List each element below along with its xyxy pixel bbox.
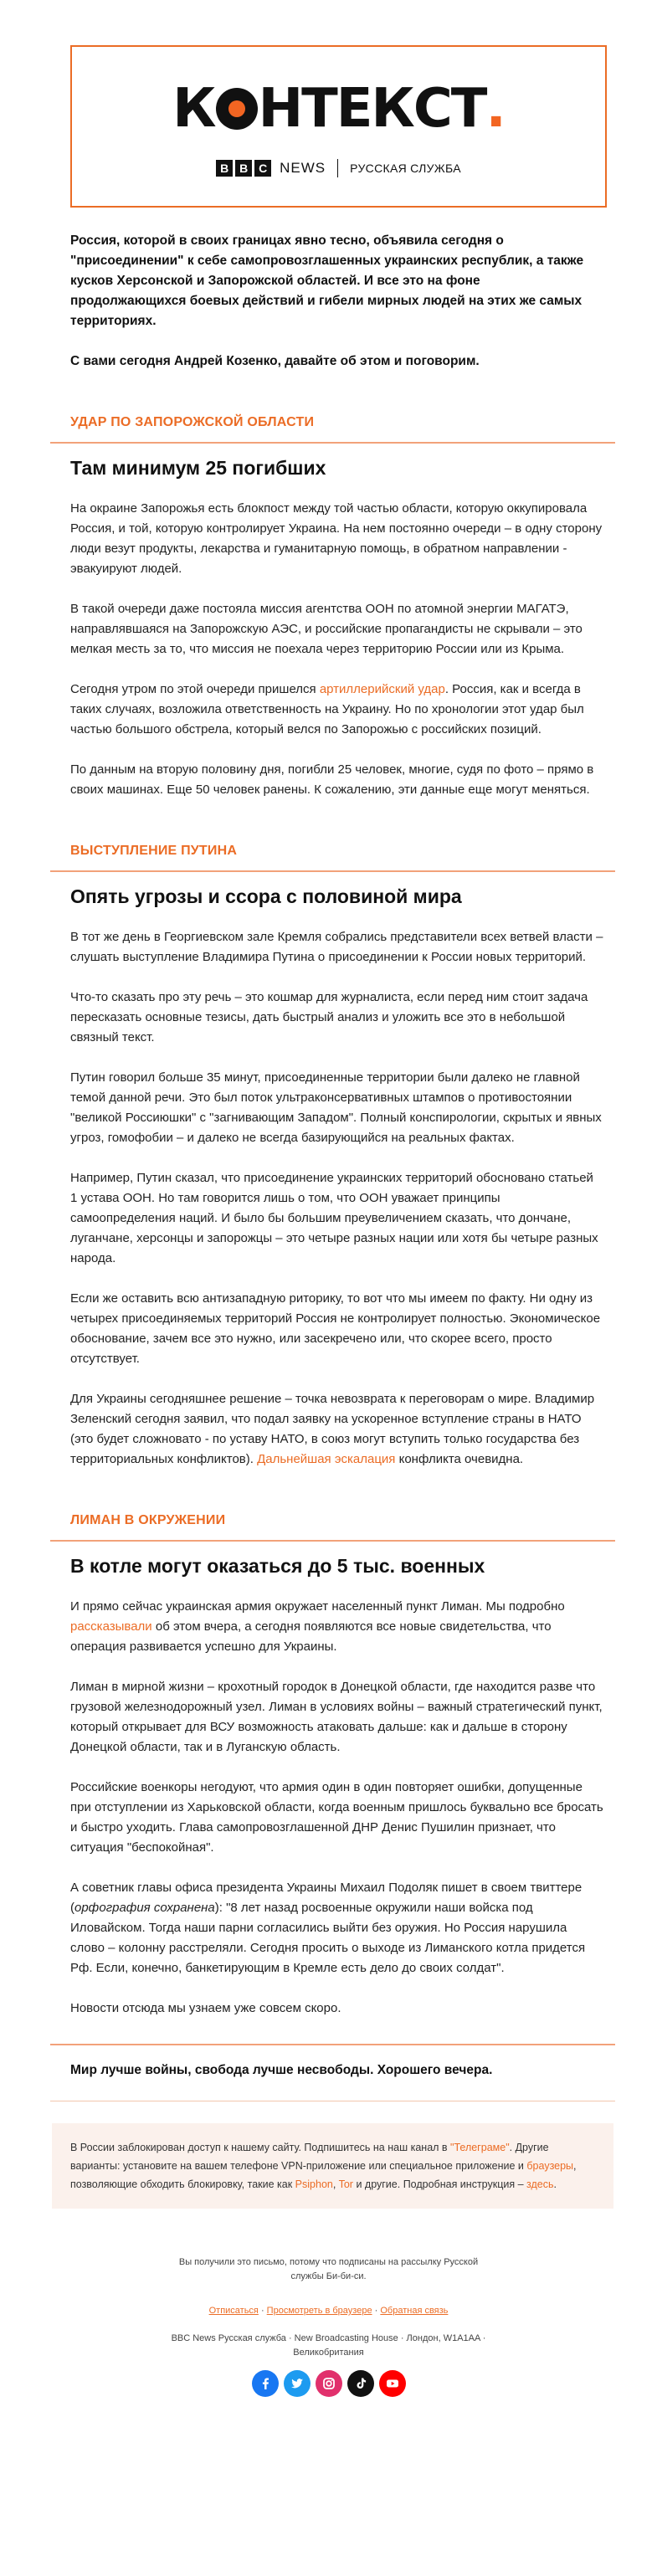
section-divider bbox=[50, 870, 615, 872]
psiphon-link[interactable]: Psiphon bbox=[295, 2178, 333, 2190]
section-title: Опять угрозы и ссора с половиной мира bbox=[70, 885, 462, 907]
unsubscribe-link[interactable]: Отписаться bbox=[208, 2306, 259, 2316]
closing-line: Мир лучше войны, свобода лучше несвободы. Хорошего вечера. bbox=[70, 2063, 493, 2077]
section-divider bbox=[50, 442, 615, 444]
paragraph: А советник главы офиса президента Украины Михаил Подоляк пишет в своем твиттере (орфография сохранена): "8 лет назад росвоенные окружили наши войска под Иловайском. Тогда наши парни согласились выйти без оружия. Но Россия нарушила слово – колонну расстреляли. Сегодня просить о выходе из Лиманского котла придется Рф. Если, конечно, банкетирующим в Кремле есть дело до своих солдат". bbox=[70, 1881, 586, 1975]
instructions-link[interactable]: здесь bbox=[526, 2178, 554, 2190]
bbc-news-label: NEWS bbox=[280, 160, 326, 176]
paragraph: Путин говорил больше 35 минут, присоединенные территории были далеко не главной темой данной речи. Это был поток ультраконсервативных штампов о противостоянии "великой Россиюшки" с "загнивающим Западом". Полный конспирологии, скрытых и явных угроз, гомофобии – и далеко не всегда базирующийся на реальных фактах. bbox=[70, 1070, 602, 1145]
instagram-icon[interactable] bbox=[316, 2370, 342, 2397]
kontekst-logo: К НТЕКСТ. bbox=[172, 78, 505, 140]
section-body bbox=[70, 1597, 603, 2019]
told-yesterday-link[interactable]: рассказывали bbox=[70, 1619, 152, 1634]
paragraph: На окраине Запорожья есть блокпост между той частью области, которую оккупировала Россия, и той, которую контролирует Украина. На нем постоянно очереди – в одну сторону люди везут продукты, лекарства и гуманитарную помощь, в обратном направлении - эвакуируют людей. bbox=[70, 501, 603, 576]
section-title: В котле могут оказаться до 5 тыс. военных bbox=[70, 1555, 485, 1577]
facebook-icon[interactable] bbox=[252, 2370, 279, 2397]
telegram-link[interactable]: "Телеграме" bbox=[450, 2142, 510, 2153]
section-zaporizhzhia bbox=[0, 413, 657, 800]
paragraph: И прямо сейчас украинская армия окружает населенный пункт Лиман. Мы подробно рассказывали об этом вчера, а сегодня появляются все новые свидетельства, что операция развивается успешно для Украины. bbox=[70, 1599, 565, 1654]
paragraph: Новости отсюда мы узнаем уже совсем скоро. bbox=[70, 2001, 341, 2015]
section-label: ВЫСТУПЛЕНИЕ ПУТИНА bbox=[70, 844, 238, 858]
logo-divider bbox=[337, 159, 338, 177]
browsers-link[interactable]: браузеры bbox=[526, 2160, 574, 2172]
logo-o-mark bbox=[216, 88, 258, 130]
paragraph: Для Украины сегодняшнее решение – точка невозврата к переговорам о мире. Владимир Зеленский сегодня заявил, что подал заявку на ускоренное вступление страны в НАТО (это будет сложновато - по уставу НАТО, в союз могут вступить только государства без территориальных конфликтов). Дальнейшая эскалация конфликта очевидна. bbox=[70, 1392, 595, 1466]
paragraph: Если же оставить всю антизападную риторику, то вот что мы имеем по факту. Ни одну из четырех присоединяемых территорий Россия не контролирует полностью. Экономическое обоснование, зачем все это нужно, или засекречено или, что скорее всего, просто отсутствует. bbox=[70, 1291, 601, 1366]
section-label: УДАР ПО ЗАПОРОЖСКОЙ ОБЛАСТИ bbox=[70, 415, 315, 429]
newsletter bbox=[0, 45, 657, 2397]
subscription-note: Вы получили это письмо, потому что подписаны на рассылку Русской службы Би-би-си. bbox=[178, 2257, 479, 2281]
artillery-strike-link[interactable]: артиллерийский удар bbox=[319, 682, 445, 696]
footer-links: Отписаться · Просмотреть в браузере · Обратная связь bbox=[208, 2306, 449, 2316]
section-divider bbox=[50, 1540, 615, 1542]
masthead bbox=[70, 45, 607, 208]
section-body bbox=[70, 927, 603, 1470]
tor-link[interactable]: Tor bbox=[338, 2178, 353, 2190]
social-links bbox=[0, 2370, 657, 2397]
section-lyman bbox=[0, 1511, 657, 2019]
paragraph: Например, Путин сказал, что присоединение украинских территорий обосновано статьей 1 устава ООН. Но там говорится лишь о том, что ООН уважает принципы самоопределения наций. И было бы большим преувеличением сказать, что дончане, луганчане, херсонцы и запорожцы – это четыре разных нации или хотя бы четыре разных народа. bbox=[70, 1171, 598, 1265]
twitter-icon[interactable] bbox=[284, 2370, 311, 2397]
paragraph: По данным на вторую половину дня, погибли 25 человек, многие, судя по фото – прямо в своих машинах. Еще 50 человек ранены. К сожалению, эти данные еще могут меняться. bbox=[70, 762, 594, 797]
intro-paragraph: Россия, которой в своих границах явно тесно, объявила сегодня о "присоединении" к себе самопровозглашенных украинских республик, а также кусков Херсонской и Запорожской областей. И все это на фоне продолжающихся боевых действий и гибели мирных людей на этих же самых территориях. bbox=[70, 233, 584, 328]
postal-address: BBC News Русская служба · New Broadcasting House · Лондон, W1A1AA · Великобритания bbox=[171, 2333, 486, 2358]
footer bbox=[0, 2255, 657, 2397]
paragraph: В тот же день в Георгиевском зале Кремля собрались представители всех ветвей власти – слушать выступление Владимира Путина о присоединении к России новых территорий. bbox=[70, 930, 603, 964]
paragraph: Сегодня утром по этой очереди пришелся артиллерийский удар. Россия, как и всегда в таких случаях, возложила ответственность на Украину. Но по хронологии этот удар был частью большого обстрела, который велся по Запорожью с российских позиций. bbox=[70, 682, 584, 736]
paragraph: Лиман в мирной жизни – крохотный городок в Донецкой области, где находится разве что грузовой железнодорожный узел. Лиман в условиях войны – важный стратегический пункт, который открывает для ВСУ возможность атаковать дальше: как и дальше в сторону Донецкой области, так и в Луганскую область. bbox=[70, 1680, 603, 1754]
escalation-link[interactable]: Дальнейшая эскалация bbox=[257, 1452, 396, 1466]
tiktok-icon[interactable] bbox=[347, 2370, 374, 2397]
paragraph: Российские военкоры негодуют, что армия один в один повторяет ошибки, допущенные при отступлении из Харьковской области, когда военным пришлось буквально все бросать и быстро уходить. Глава самопровозглашенной ДНР Денис Пушилин признает, что ситуация "беспокойная". bbox=[70, 1780, 603, 1855]
intro bbox=[70, 231, 598, 372]
intro-paragraph: С вами сегодня Андрей Козенко, давайте об этом и поговорим. bbox=[70, 354, 480, 368]
paragraph: В такой очереди даже постояла миссия агентства ООН по атомной энергии МАГАТЭ, направлявшаяся на Запорожскую АЭС, и российские пропагандисты не скрывали – это мелкая месть за то, что миссия не поехала через территорию России или из Крыма. bbox=[70, 602, 583, 656]
section-body bbox=[70, 499, 603, 800]
bbc-service-label: РУССКАЯ СЛУЖБА bbox=[350, 162, 461, 175]
youtube-icon[interactable] bbox=[379, 2370, 406, 2397]
paragraph: Что-то сказать про эту речь – это кошмар для журналиста, если перед ним стоит задача пересказать основные тезисы, дать быстрый анализ и уложить все это в небольшой связный текст. bbox=[70, 990, 588, 1044]
section-putin-speech bbox=[0, 842, 657, 1470]
closing-divider bbox=[50, 2044, 615, 2045]
feedback-link[interactable]: Обратная связь bbox=[380, 2306, 449, 2316]
section-label: ЛИМАН В ОКРУЖЕНИИ bbox=[70, 1513, 226, 1527]
blocking-notice: В России заблокирован доступ к нашему сайту. Подпишитесь на наш канал в "Телеграме". Другие варианты: установите на вашем телефоне VPN-приложение или специальное приложение и браузеры, позволяющие обходить блокировку, такие как Psiphon, Tor и другие. Подробная инструкция – здесь. bbox=[52, 2123, 613, 2209]
view-in-browser-link[interactable]: Просмотреть в браузере bbox=[266, 2306, 372, 2316]
section-title: Там минимум 25 погибших bbox=[70, 457, 326, 479]
bbc-russian-logo: B B C NEWS РУССКАЯ СЛУЖБА bbox=[72, 159, 605, 177]
